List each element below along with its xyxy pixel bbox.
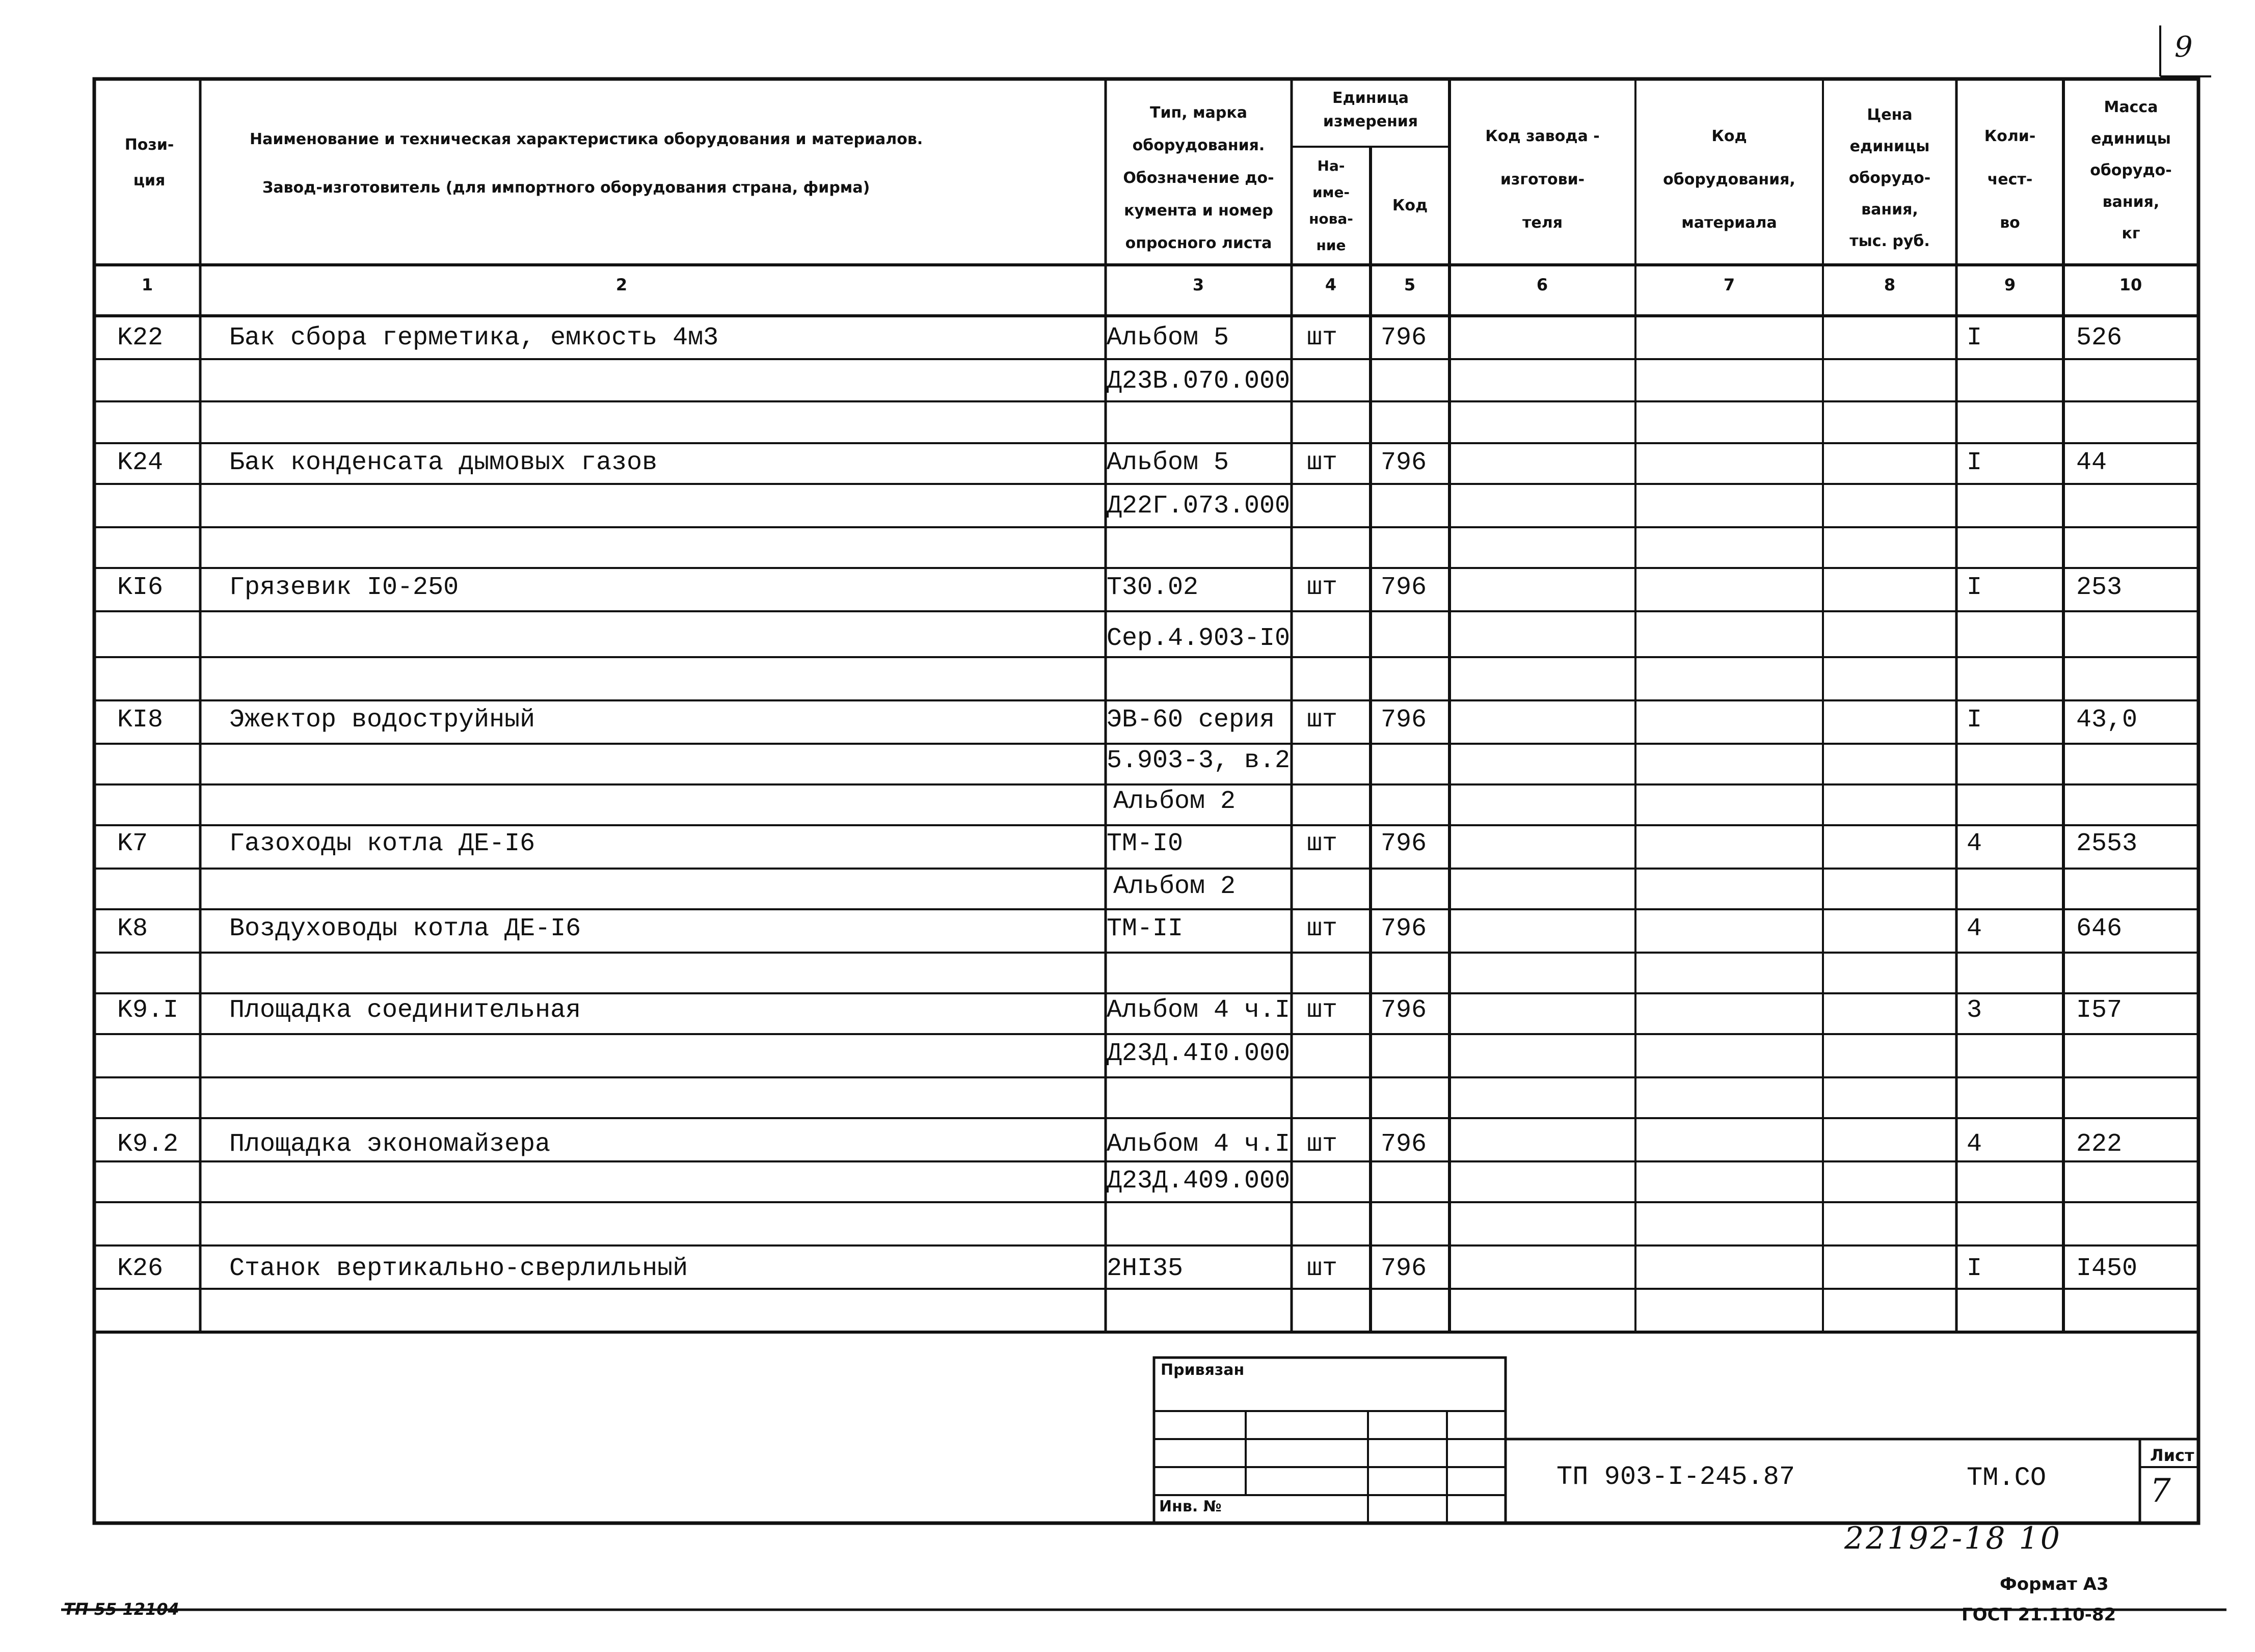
- row-type: Д23Д.4I0.000: [1107, 1039, 1291, 1068]
- header-quantity: Коли- чест- во: [1984, 127, 2036, 232]
- column-number-1: 1: [141, 275, 153, 294]
- row-position: K26: [117, 1254, 164, 1283]
- header-unit-code: Код: [1392, 197, 1428, 214]
- row-mass: 2553: [2076, 829, 2138, 858]
- row-quantity: I: [1967, 448, 1982, 477]
- column-number-8: 8: [1884, 275, 1896, 294]
- row-type: Д23Д.409.000: [1107, 1167, 1291, 1196]
- header-position: Пози- ция: [124, 136, 174, 189]
- row-position: K9.I: [117, 996, 179, 1025]
- column-number-7: 7: [1723, 275, 1735, 294]
- row-type: ТМ-I0: [1107, 829, 1184, 858]
- column-number-10: 10: [2119, 275, 2142, 294]
- row-position: K9.2: [117, 1130, 179, 1159]
- column-number-9: 9: [2004, 275, 2016, 294]
- row-unit: шт: [1307, 573, 1338, 602]
- row-type: Альбом 5: [1107, 448, 1229, 477]
- gost-label: ГОСТ 21.110-82: [1962, 1605, 2116, 1625]
- row-position: K8: [117, 914, 148, 943]
- row-type: Альбом 4 ч.I: [1107, 1130, 1291, 1159]
- row-mass: 44: [2076, 448, 2107, 477]
- row-code: 796: [1381, 448, 1427, 477]
- row-type: 5.903-3, в.2: [1107, 746, 1291, 775]
- row-mass: I450: [2076, 1254, 2138, 1283]
- header-unit-group: Единица измерения: [1323, 89, 1418, 130]
- row-mass: 646: [2076, 914, 2123, 943]
- document-mark: ТМ.СО: [1967, 1463, 2047, 1493]
- row-quantity: I: [1967, 1254, 1982, 1283]
- handwritten-number: 22192-18 10: [1844, 1521, 2062, 1556]
- row-name: Площадка экономайзера: [229, 1130, 551, 1159]
- row-code: 796: [1381, 1254, 1427, 1283]
- column-number-2: 2: [615, 275, 628, 294]
- row-position: KI8: [117, 706, 164, 735]
- page-corner-number: 9: [2175, 31, 2193, 64]
- row-name: Эжектор водоструйный: [229, 706, 535, 735]
- row-type: Т30.02: [1107, 573, 1199, 602]
- row-name: Воздуховоды котла ДЕ-I6: [229, 914, 581, 943]
- row-name: Газоходы котла ДЕ-I6: [229, 829, 535, 858]
- row-quantity: I: [1967, 706, 1982, 735]
- row-mass: 43,0: [2076, 706, 2138, 735]
- row-type: Д22Г.073.000: [1107, 492, 1291, 521]
- sheet-number: 7: [2150, 1472, 2171, 1510]
- row-quantity: I: [1967, 573, 1982, 602]
- row-code: 796: [1381, 996, 1427, 1025]
- header-name-line2: Завод-изготовитель (для импортного оборудования страна, фирма): [262, 179, 870, 197]
- row-name: Бак сбора герметика, емкость 4м3: [229, 323, 719, 353]
- row-type: ТМ-II: [1107, 914, 1184, 943]
- row-quantity: 4: [1967, 914, 1982, 943]
- row-type: Сер.4.903-I0: [1107, 624, 1291, 653]
- row-code: 796: [1381, 829, 1427, 858]
- row-name: Площадка соединительная: [229, 996, 581, 1025]
- column-number-6: 6: [1536, 275, 1548, 294]
- row-type: Альбом 2: [1113, 872, 1236, 901]
- row-quantity: I: [1967, 323, 1982, 353]
- row-unit: шт: [1307, 448, 1338, 477]
- row-type: Альбом 2: [1113, 787, 1236, 816]
- row-position: KI6: [117, 573, 164, 602]
- row-unit: шт: [1307, 1254, 1338, 1283]
- column-number-5: 5: [1404, 275, 1416, 294]
- row-type: 2НI35: [1107, 1254, 1184, 1283]
- row-mass: 253: [2076, 573, 2123, 602]
- header-price: Цена единицы оборудо- вания, тыс. руб.: [1848, 106, 1931, 250]
- row-unit: шт: [1307, 1130, 1338, 1159]
- row-unit: шт: [1307, 323, 1338, 353]
- row-unit: шт: [1307, 996, 1338, 1025]
- row-type: ЭВ-60 серия: [1107, 706, 1275, 735]
- row-mass: 222: [2076, 1130, 2123, 1159]
- header-mass: Масса единицы оборудо- вания, кг: [2090, 98, 2172, 242]
- header-unit-name: На- име- нова- ние: [1309, 157, 1353, 254]
- row-code: 796: [1381, 323, 1427, 353]
- row-type: Альбом 4 ч.I: [1107, 996, 1291, 1025]
- row-code: 796: [1381, 1130, 1427, 1159]
- row-position: K22: [117, 323, 164, 353]
- row-unit: шт: [1307, 914, 1338, 943]
- sheet-label: Лист: [2150, 1446, 2194, 1465]
- column-number-3: 3: [1192, 275, 1204, 294]
- row-quantity: 4: [1967, 1130, 1982, 1159]
- column-number-4: 4: [1325, 275, 1337, 294]
- row-code: 796: [1381, 706, 1427, 735]
- row-code: 796: [1381, 914, 1427, 943]
- header-type: Тип, марка оборудования. Обозначение до- кумента и номер опросного листа: [1123, 104, 1274, 252]
- row-unit: шт: [1307, 829, 1338, 858]
- footer-archive-number: ТП 55 12104: [64, 1600, 179, 1619]
- header-factory-code: Код завода - изготови- теля: [1485, 127, 1600, 232]
- row-type: Альбом 5: [1107, 323, 1229, 353]
- row-quantity: 4: [1967, 829, 1982, 858]
- row-name: Бак конденсата дымовых газов: [229, 448, 658, 477]
- header-name-line1: Наименование и техническая характеристика оборудования и материалов.: [250, 130, 923, 148]
- header-equipment-code: Код оборудования, материала: [1663, 127, 1795, 232]
- row-name: Станок вертикально-сверлильный: [229, 1254, 688, 1283]
- row-unit: шт: [1307, 706, 1338, 735]
- stamp-inventory-label: Инв. №: [1159, 1498, 1222, 1515]
- row-name: Грязевик I0-250: [229, 573, 459, 602]
- document-code: ТП 903-I-245.87: [1556, 1462, 1795, 1492]
- row-type: Д23В.070.000: [1107, 367, 1291, 396]
- row-position: K7: [117, 829, 148, 858]
- row-code: 796: [1381, 573, 1427, 602]
- row-mass: 526: [2076, 323, 2123, 353]
- format-label: Формат А3: [2000, 1574, 2109, 1594]
- row-position: K24: [117, 448, 164, 477]
- row-quantity: 3: [1967, 996, 1982, 1025]
- stamp-privyazan-label: Привязан: [1161, 1361, 1245, 1379]
- row-mass: I57: [2076, 996, 2123, 1025]
